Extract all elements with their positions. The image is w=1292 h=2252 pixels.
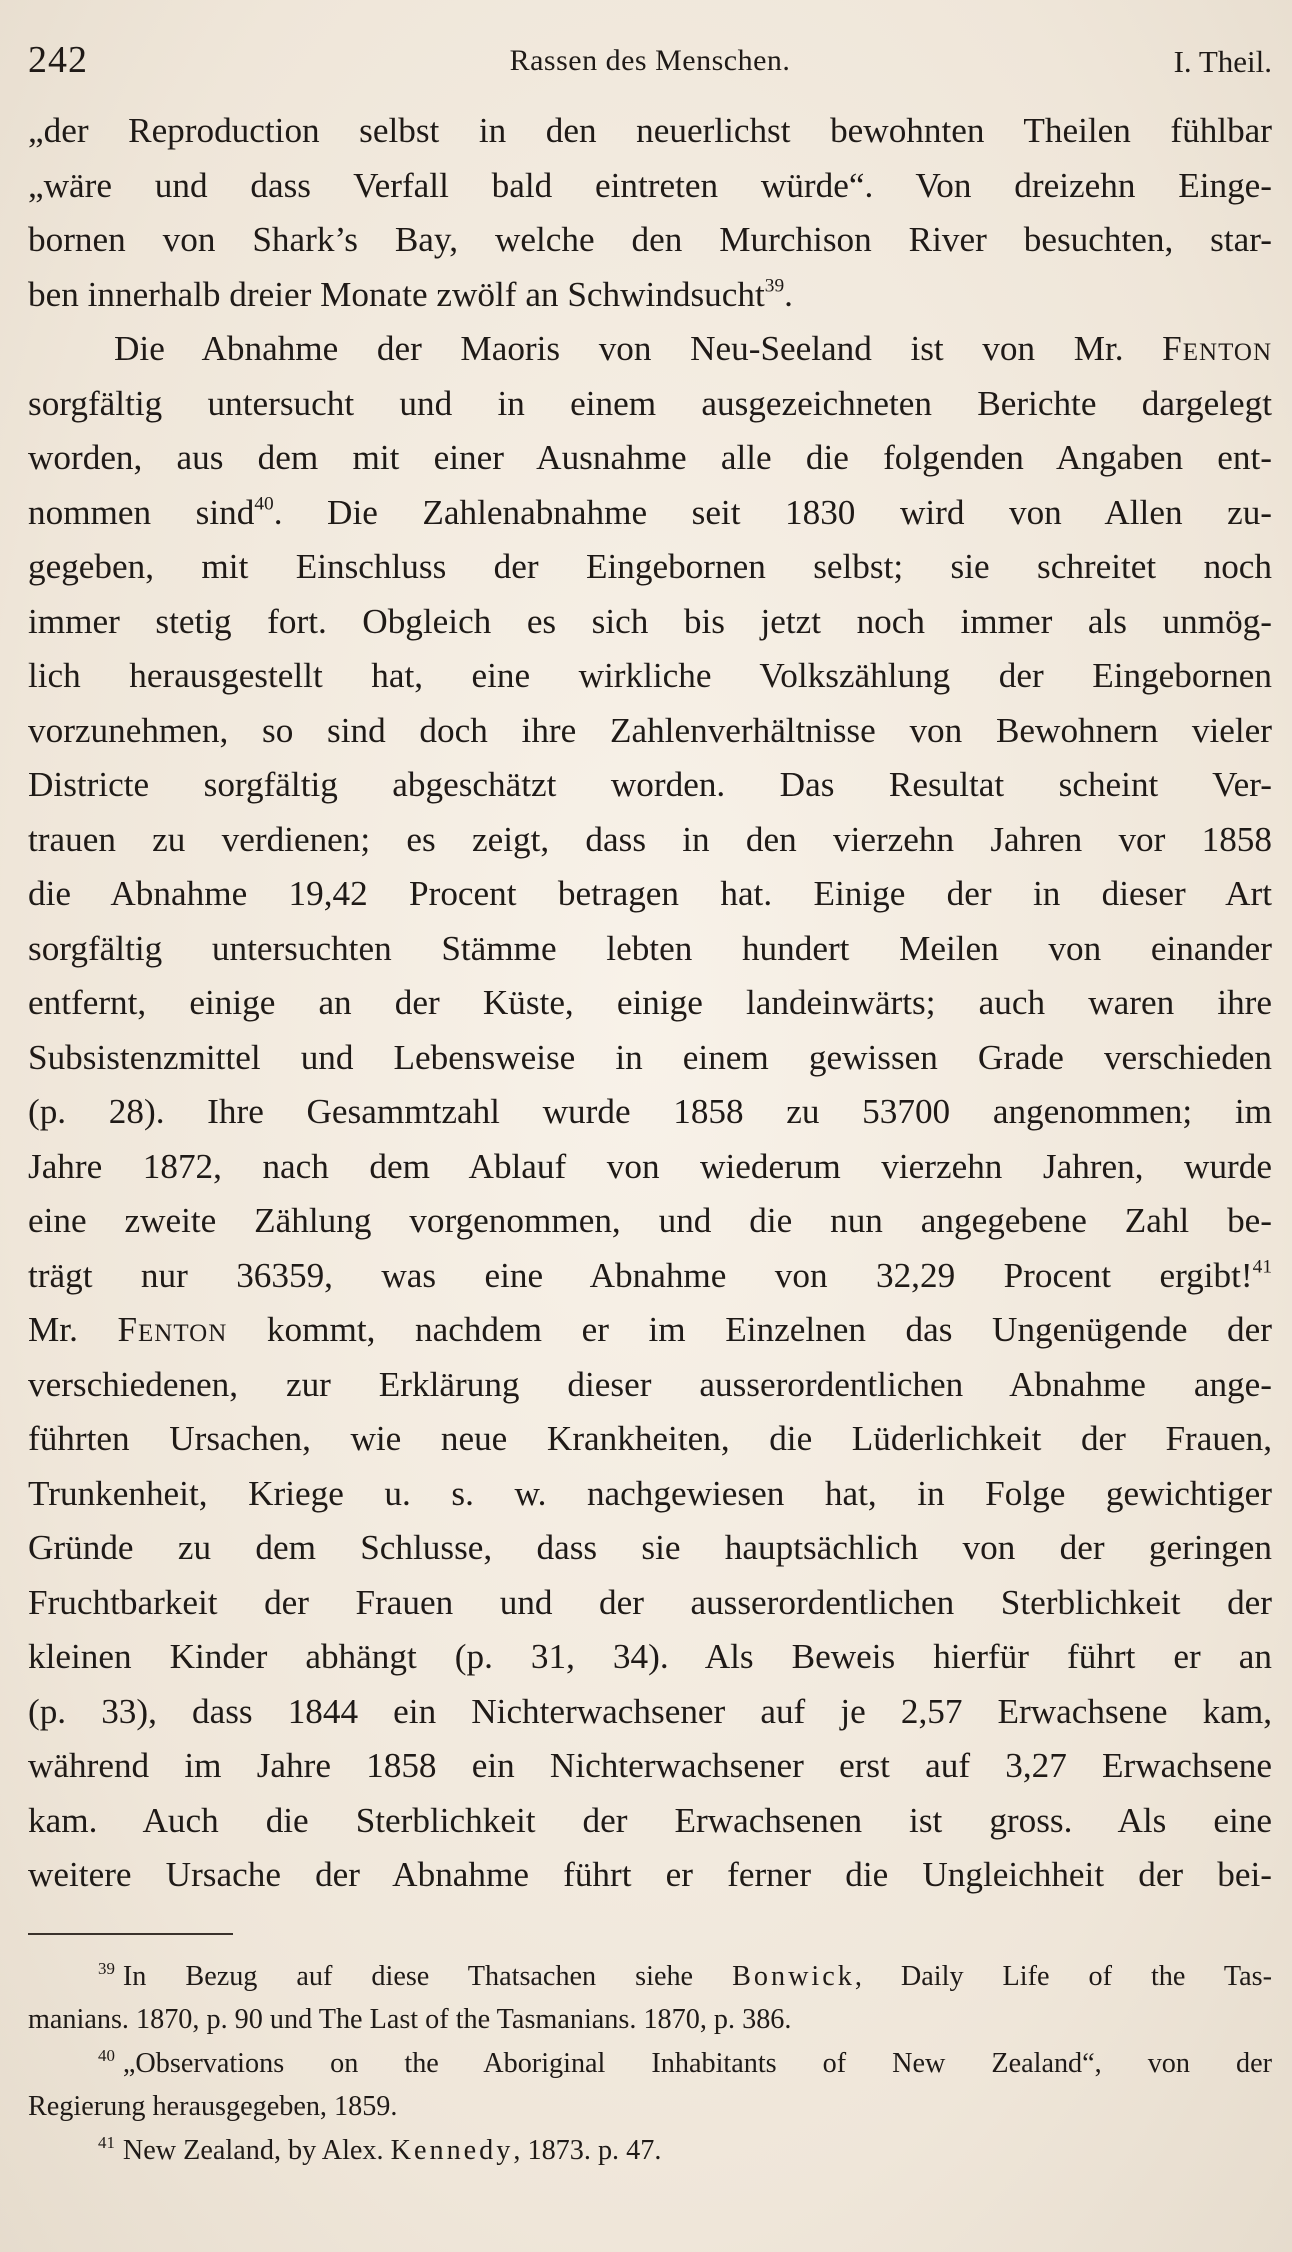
text-line: (p. 28). Ihre Gesammtzahl wurde 1858 zu 53700 angenommen; im xyxy=(28,1092,1272,1131)
text-line: die Abnahme 19,42 Procent betragen hat. Einige der in dieser Art xyxy=(28,874,1272,913)
text-line: „wäre und dass Verfall bald eintreten würde“. Von dreizehn Einge- xyxy=(28,165,1272,205)
footnote-mark: 39 xyxy=(98,1959,115,1979)
footnote-41: $^{41}$ New Zealand, by Alex. Kennedy, 1873. p. 47. xyxy=(98,2133,662,2166)
footnote-ref-41: 41 xyxy=(1252,1255,1272,1277)
footnotes xyxy=(28,1955,1272,2173)
text-line: immer stetig fort. Obgleich es sich bis jetzt noch immer als unmög- xyxy=(28,601,1272,641)
footnote-divider xyxy=(28,1933,233,1935)
text-line: nommen sind$^{40}$. Die Zahlenabnahme seit 1830 wird von Allen zu- xyxy=(28,492,1273,532)
author-name: Kennedy xyxy=(390,2134,514,2166)
book-page xyxy=(28,38,1272,2172)
text-line: kleinen Kinder abhängt (p. 31, 34). Als Beweis hierfür führt er an xyxy=(28,1637,1272,1676)
footnote-ref-40: 40 xyxy=(254,492,274,514)
footnote-mark: 41 xyxy=(98,2133,115,2153)
text-line: trauen zu verdienen; es zeigt, dass in den vierzehn Jahren vor 1858 xyxy=(28,819,1272,859)
person-name: Fenton xyxy=(117,1310,228,1349)
footnote-39: $^{39}$ In Bezug auf diese Thatsachen siehe Bonwick, Daily Life of the Tas- xyxy=(98,1959,1273,1992)
page-number: 242 xyxy=(28,39,88,81)
text-line: lich herausgestellt hat, eine wirkliche Volkszählung der Eingebornen xyxy=(28,656,1272,695)
text-line: Districte sorgfältig abgeschätzt worden. Das Resultat scheint Ver- xyxy=(28,765,1272,804)
author-name: Bonwick xyxy=(732,1960,855,1992)
running-title: Rassen des Menschen. xyxy=(509,44,791,77)
text-line: (p. 33), dass 1844 ein Nichterwachsener auf je 2,57 Erwachsene kam, xyxy=(28,1691,1272,1731)
text-line: trägt nur 36359, was eine Abnahme von 32,29 Procent ergibt!$^{41}$ xyxy=(28,1255,1272,1295)
text-line: sorgfältig untersucht und in einem ausgezeichneten Berichte dargelegt xyxy=(28,383,1272,423)
part-label: I. Theil. xyxy=(1173,44,1272,79)
text-line: sorgfältig untersuchten Stämme lebten hundert Meilen von einander xyxy=(28,928,1272,968)
text-line: Gründe zu dem Schlusse, dass sie hauptsächlich von der geringen xyxy=(28,1528,1272,1567)
footnote-mark: 40 xyxy=(98,2046,115,2066)
footnote-line: Regierung herausgegeben, 1859. xyxy=(28,2091,398,2122)
text-line: bornen von Shark’s Bay, welche den Murchison River besuchten, star- xyxy=(28,220,1272,259)
page-header xyxy=(28,38,1272,94)
text-line: ben innerhalb dreier Monate zwölf an Schwindsucht$^{39}$. xyxy=(28,274,793,314)
text-line: Subsistenzmittel und Lebensweise in einem gewissen Grade verschieden xyxy=(28,1037,1272,1077)
text-line: worden, aus dem mit einer Ausnahme alle die folgenden Angaben ent- xyxy=(28,438,1272,477)
text-line: während im Jahre 1858 ein Nichterwachsener erst auf 3,27 Erwachsene xyxy=(28,1746,1272,1785)
text-line: kam. Auch die Sterblichkeit der Erwachsenen ist gross. Als eine xyxy=(28,1800,1272,1840)
text-line: entfernt, einige an der Küste, einige landeinwärts; auch waren ihre xyxy=(28,983,1272,1022)
text-line: Mr. Fenton kommt, nachdem er im Einzelnen das Ungenügende der xyxy=(28,1310,1272,1349)
person-name: Fenton xyxy=(1162,329,1272,368)
text-line: vorzunehmen, so sind doch ihre Zahlenverhältnisse von Bewohnern vieler xyxy=(28,710,1272,750)
main-text xyxy=(28,104,1272,1903)
text-line: Die Abnahme der Maoris von Neu-Seeland ist von Mr. Fenton xyxy=(114,329,1272,368)
footnote-line: manians. 1870, p. 90 und The Last of the Tasmanians. 1870, p. 386. xyxy=(28,2004,792,2035)
text-line: eine zweite Zählung vorgenommen, und die nun angegebene Zahl be- xyxy=(28,1201,1272,1240)
text-line: Fruchtbarkeit der Frauen und der ausserordentlichen Sterblichkeit der xyxy=(28,1582,1272,1622)
footnote-ref-39: 39 xyxy=(764,274,785,296)
text-line: weitere Ursache der Abnahme führt er ferner die Ungleichheit der bei- xyxy=(28,1855,1272,1894)
text-line: „der Reproduction selbst in den neuerlichst bewohnten Theilen fühlbar xyxy=(28,111,1272,150)
text-line: führten Ursachen, wie neue Krankheiten, die Lüderlichkeit der Frauen, xyxy=(28,1419,1272,1458)
text-line: Trunkenheit, Kriege u. s. w. nachgewiesen hat, in Folge gewichtiger xyxy=(28,1473,1272,1513)
text-line: verschiedenen, zur Erklärung dieser ausserordentlichen Abnahme ange- xyxy=(28,1364,1272,1404)
footnote-40: $^{40}$ „Observations on the Aboriginal Inhabitants of New Zealand“, von der xyxy=(98,2046,1272,2079)
text-line: gegeben, mit Einschluss der Eingebornen selbst; sie schreitet noch xyxy=(28,547,1272,586)
text-line: Jahre 1872, nach dem Ablauf von wiederum vierzehn Jahren, wurde xyxy=(28,1146,1272,1186)
